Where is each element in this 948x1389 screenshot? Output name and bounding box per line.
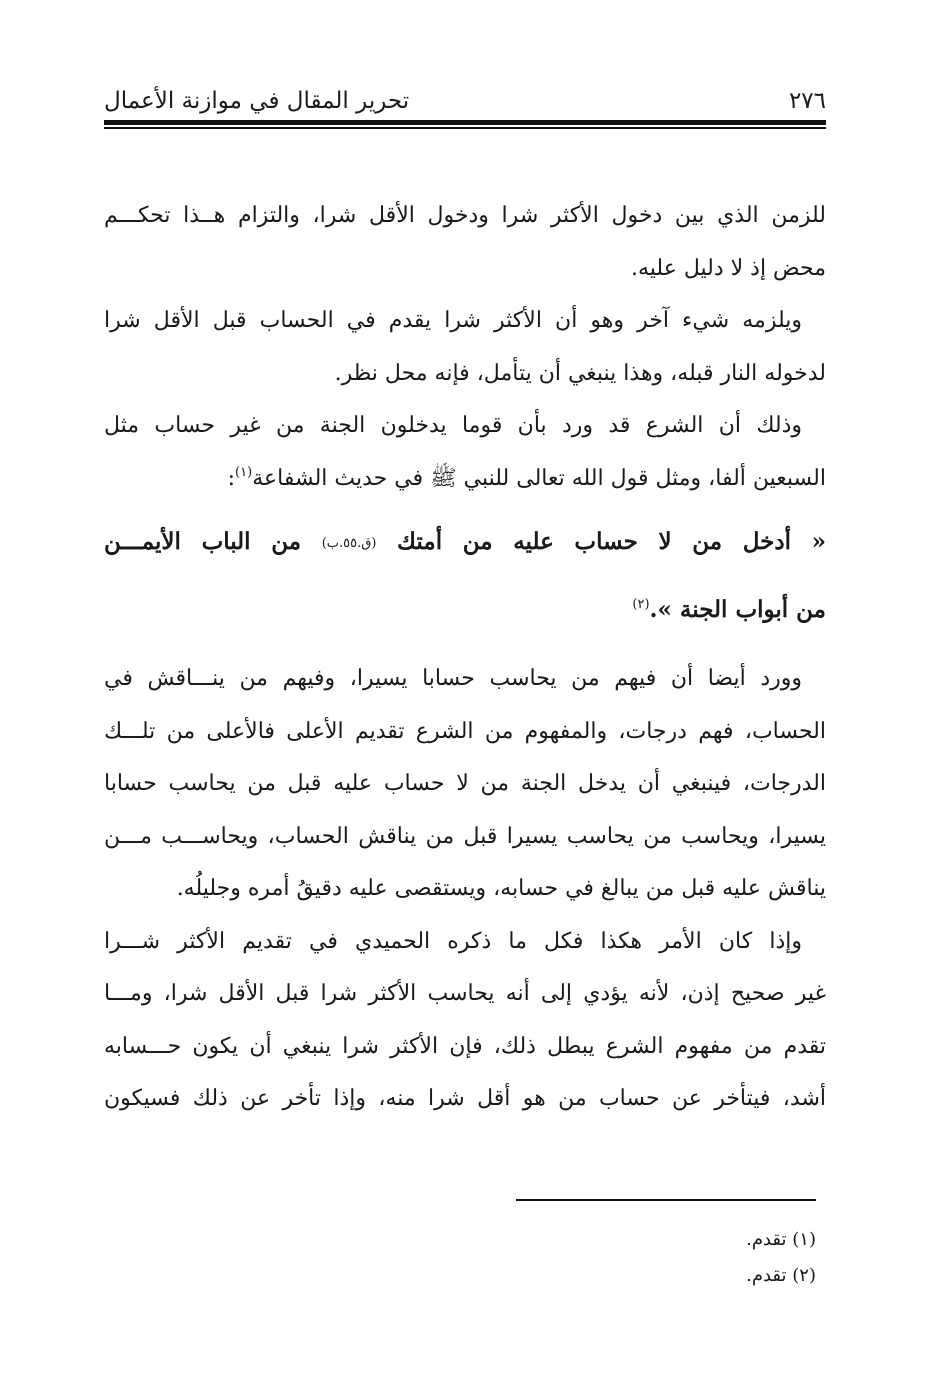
text-line [104, 453, 826, 506]
running-title: تحرير المقال في موازنة الأعمال [104, 88, 410, 114]
page-header [104, 78, 826, 114]
quote-text-line2: من أبواب الجنة ». [649, 596, 826, 623]
text-line: يناقش عليه قبل من يبالغ في حسابه، ويستقصى عليه دقيقُ أمره وجليلُه. [176, 876, 826, 901]
paragraph-3 [104, 400, 826, 505]
text-line: غير صحيح إذن، لأنه يؤدي إلى أنه يحاسب الأكثر شرا قبل الأقل شرا، ومـــا [104, 981, 826, 1006]
paragraph-2 [104, 295, 826, 400]
text-line: للزمن الذي بين دخول الأكثر شرا ودخول الأقل شرا، والتزام هــذا تحكـــم [104, 203, 826, 228]
hadith-quote [104, 509, 826, 643]
text-line: يسيرا، ويحاسب من يحاسب يسيرا قبل من يناقش الحساب، ويحاســـب مـــن [104, 823, 826, 849]
quote-text-after: من الباب الأيمـــن [104, 528, 302, 555]
quote-line-2 [104, 577, 826, 643]
paragraph-1 [104, 190, 826, 295]
text-line-tail: : [227, 465, 236, 491]
text-line: الحساب، فهم درجات، والمفهوم من الشرع تقديم الأعلى فالأعلى من تلـــك [104, 718, 826, 744]
footnote-number: (١) [792, 1229, 816, 1250]
text-line: لدخوله النار قبله، وهذا ينبغي أن يتأمل، فإنه محل نظر. [334, 360, 826, 386]
footnote-text: تقدم. [746, 1229, 787, 1250]
manuscript-ref: (ق.٥٥.ب) [321, 536, 377, 551]
footnote-ref: (١) [235, 464, 253, 480]
text-line-content: السبعين ألفا، ومثل قول الله تعالى للنبي ﷺ في حديث الشفاعة [252, 465, 826, 491]
text-line: وإذا كان الأمر هكذا فكل ما ذكره الحميدي في تقديم الأكثر شـــرا [104, 928, 802, 954]
text-line: محض إذ لا دليل عليه. [630, 255, 826, 281]
quote-line-1 [104, 509, 826, 577]
footnote-1 [516, 1222, 816, 1258]
text-line: ويلزمه شيء آخر وهو أن الأكثر شرا يقدم في الحساب قبل الأقل شرا [104, 308, 802, 333]
paragraph-4 [104, 653, 826, 916]
footnote-number: (٢) [792, 1265, 816, 1286]
text-line: وورد أيضا أن فيهم من يحاسب حسابا يسيرا، وفيهم من ينـــاقش في [104, 666, 802, 691]
footnote-ref: (٢) [632, 597, 650, 612]
text-line: تقدم من مفهوم الشرع يبطل ذلك، فإن الأكثر شرا ينبغي أن يكون حـــسابه [104, 1033, 826, 1059]
text-line: أشد، فيتأخر عن حساب من هو أقل شرا منه، وإذا تأخر عن ذلك فسيكون [104, 1086, 826, 1111]
quote-text-before: « أدخل من لا حساب عليه من أمتك [397, 528, 826, 555]
header-rule-thick [104, 120, 826, 125]
text-line: وذلك أن الشرع قد ورد بأن قوما يدخلون الجنة من غير حساب مثل [104, 413, 802, 438]
paragraph-5 [104, 916, 826, 1126]
footnote-rule [516, 1199, 816, 1201]
text-line: الدرجات، فينبغي أن يدخل الجنة من لا حساب عليه قبل من يحاسب حسابا [104, 771, 826, 796]
footnote-text: تقدم. [746, 1265, 787, 1286]
header-rule-thin [104, 127, 826, 129]
footnote-2 [516, 1258, 816, 1294]
page-number: ٢٧٦ [788, 88, 826, 114]
footnotes [516, 1222, 816, 1294]
body-text [104, 190, 826, 1126]
